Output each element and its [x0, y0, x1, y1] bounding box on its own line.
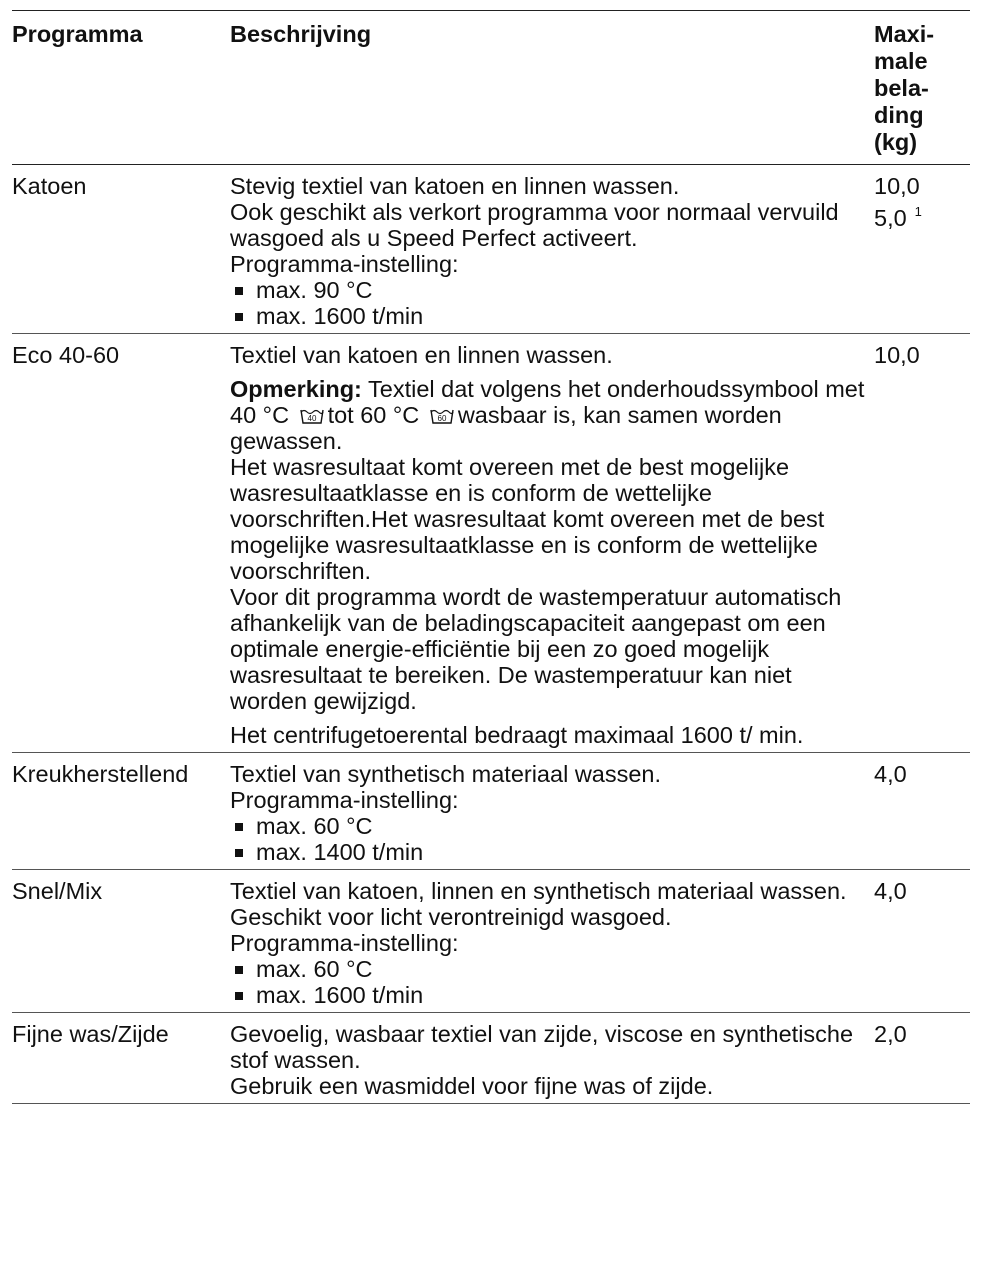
list-item [230, 839, 866, 865]
list-item [230, 303, 866, 329]
header-program: Programma [12, 21, 143, 47]
table-row [12, 753, 970, 870]
table-row [12, 870, 970, 1013]
list-item-text: max. 1400 t/min [256, 839, 424, 865]
description-line: Textiel van katoen, linnen en synthetisch materiaal wassen. [230, 878, 847, 904]
program-table [12, 10, 970, 1104]
max-load [874, 165, 970, 334]
max-load-value: 10,0 [874, 342, 920, 368]
list-item-text: max. 90 °C [256, 277, 373, 303]
program-description [230, 870, 874, 1013]
max-load [874, 334, 970, 753]
description-line: Ook geschikt als verkort programma voor normaal vervuild wasgoed als u Speed Perfect activeert. [230, 199, 839, 251]
description-line: Geschikt voor licht verontreinigd wasgoed. [230, 904, 672, 930]
list-item [230, 277, 866, 303]
tub-temp-label: 60 [437, 414, 447, 423]
tub-temp-label: 40 [307, 414, 317, 423]
description-line: Stevig textiel van katoen en linnen wassen. [230, 173, 680, 199]
header-max-load [874, 11, 970, 165]
table-row [12, 165, 970, 334]
note-label: Opmerking: [230, 376, 362, 402]
program-description [230, 753, 874, 870]
description-line: Programma-instelling: [230, 787, 459, 813]
max-load [874, 1013, 970, 1104]
header-max-load-line: ding [874, 102, 924, 128]
list-item [230, 956, 866, 982]
bullet-square-icon [235, 287, 243, 295]
table-row [12, 1013, 970, 1104]
max-load-value: 4,0 [874, 878, 907, 904]
header-description: Beschrijving [230, 21, 372, 47]
program-name: Kreukherstellend [12, 761, 189, 787]
table-row [12, 334, 970, 753]
program-name: Eco 40-60 [12, 342, 120, 368]
wash-tub-40-icon [300, 407, 324, 425]
description-paragraph: Voor dit programma wordt de wastemperatuur automatisch afhankelijk van de beladingscapaciteit aangepast om een optimale energie-efficiëntie bij een zo goed mogelijk wasresultaat te bereiken. De wastemperatuur kan niet worden gewijzigd. [230, 584, 842, 714]
header-max-load-line: (kg) [874, 129, 918, 155]
table-header-row [12, 11, 970, 165]
settings-list [230, 956, 866, 1008]
bullet-square-icon [235, 966, 243, 974]
description-line: Programma-instelling: [230, 930, 459, 956]
bullet-square-icon [235, 313, 243, 321]
note-text: tot 60 °C [327, 402, 420, 428]
description-paragraph: Het wasresultaat komt overeen met de best mogelijke wasresultaatklasse en is conform de wettelijke voorschriften.Het wasresultaat komt overeen met de best mogelijke wasresultaatklasse en is conform de wettelijke voorschriften. [230, 454, 825, 584]
program-name: Katoen [12, 173, 87, 199]
wash-tub-60-icon [430, 407, 454, 425]
description-line: Textiel van synthetisch materiaal wassen. [230, 761, 662, 787]
list-item-text: max. 60 °C [256, 956, 373, 982]
note-text: Textiel dat volgens het onderhoudssymbool met 40 °C [230, 376, 865, 428]
max-load-value: 10,0 [874, 173, 920, 199]
max-load-value: 2,0 [874, 1021, 907, 1047]
max-load [874, 753, 970, 870]
settings-list [230, 813, 866, 865]
program-name: Snel/Mix [12, 878, 103, 904]
description-line: Gebruik een wasmiddel voor fijne was of zijde. [230, 1073, 714, 1099]
bullet-square-icon [235, 992, 243, 1000]
note-text: wasbaar is, kan samen worden gewassen. [230, 402, 782, 454]
header-max-load-line: Maxi- [874, 21, 935, 47]
list-item-text: max. 1600 t/min [256, 303, 424, 329]
description-line: Gevoelig, wasbaar textiel van zijde, viscose en synthetische stof wassen. [230, 1021, 854, 1073]
max-load [874, 870, 970, 1013]
program-description [230, 1013, 874, 1104]
description-line: Programma-instelling: [230, 251, 459, 277]
settings-list [230, 277, 866, 329]
description-paragraph: Het centrifugetoerental bedraagt maximaal 1600 t/ min. [230, 722, 804, 748]
max-load-value-alt [874, 199, 970, 231]
bullet-square-icon [235, 849, 243, 857]
bullet-square-icon [235, 823, 243, 831]
description-intro: Textiel van katoen en linnen wassen. [230, 342, 613, 368]
program-description [230, 334, 874, 753]
max-load-value-speed: 5,0 [874, 205, 907, 231]
list-item-text: max. 60 °C [256, 813, 373, 839]
list-item-text: max. 1600 t/min [256, 982, 424, 1008]
max-load-value: 4,0 [874, 761, 907, 787]
description-note [230, 376, 866, 454]
footnote-marker: 1 [914, 204, 922, 219]
header-max-load-line: bela- [874, 75, 929, 101]
program-name: Fijne was/Zijde [12, 1021, 169, 1047]
header-max-load-line: male [874, 48, 928, 74]
list-item [230, 982, 866, 1008]
program-description [230, 165, 874, 334]
list-item [230, 813, 866, 839]
